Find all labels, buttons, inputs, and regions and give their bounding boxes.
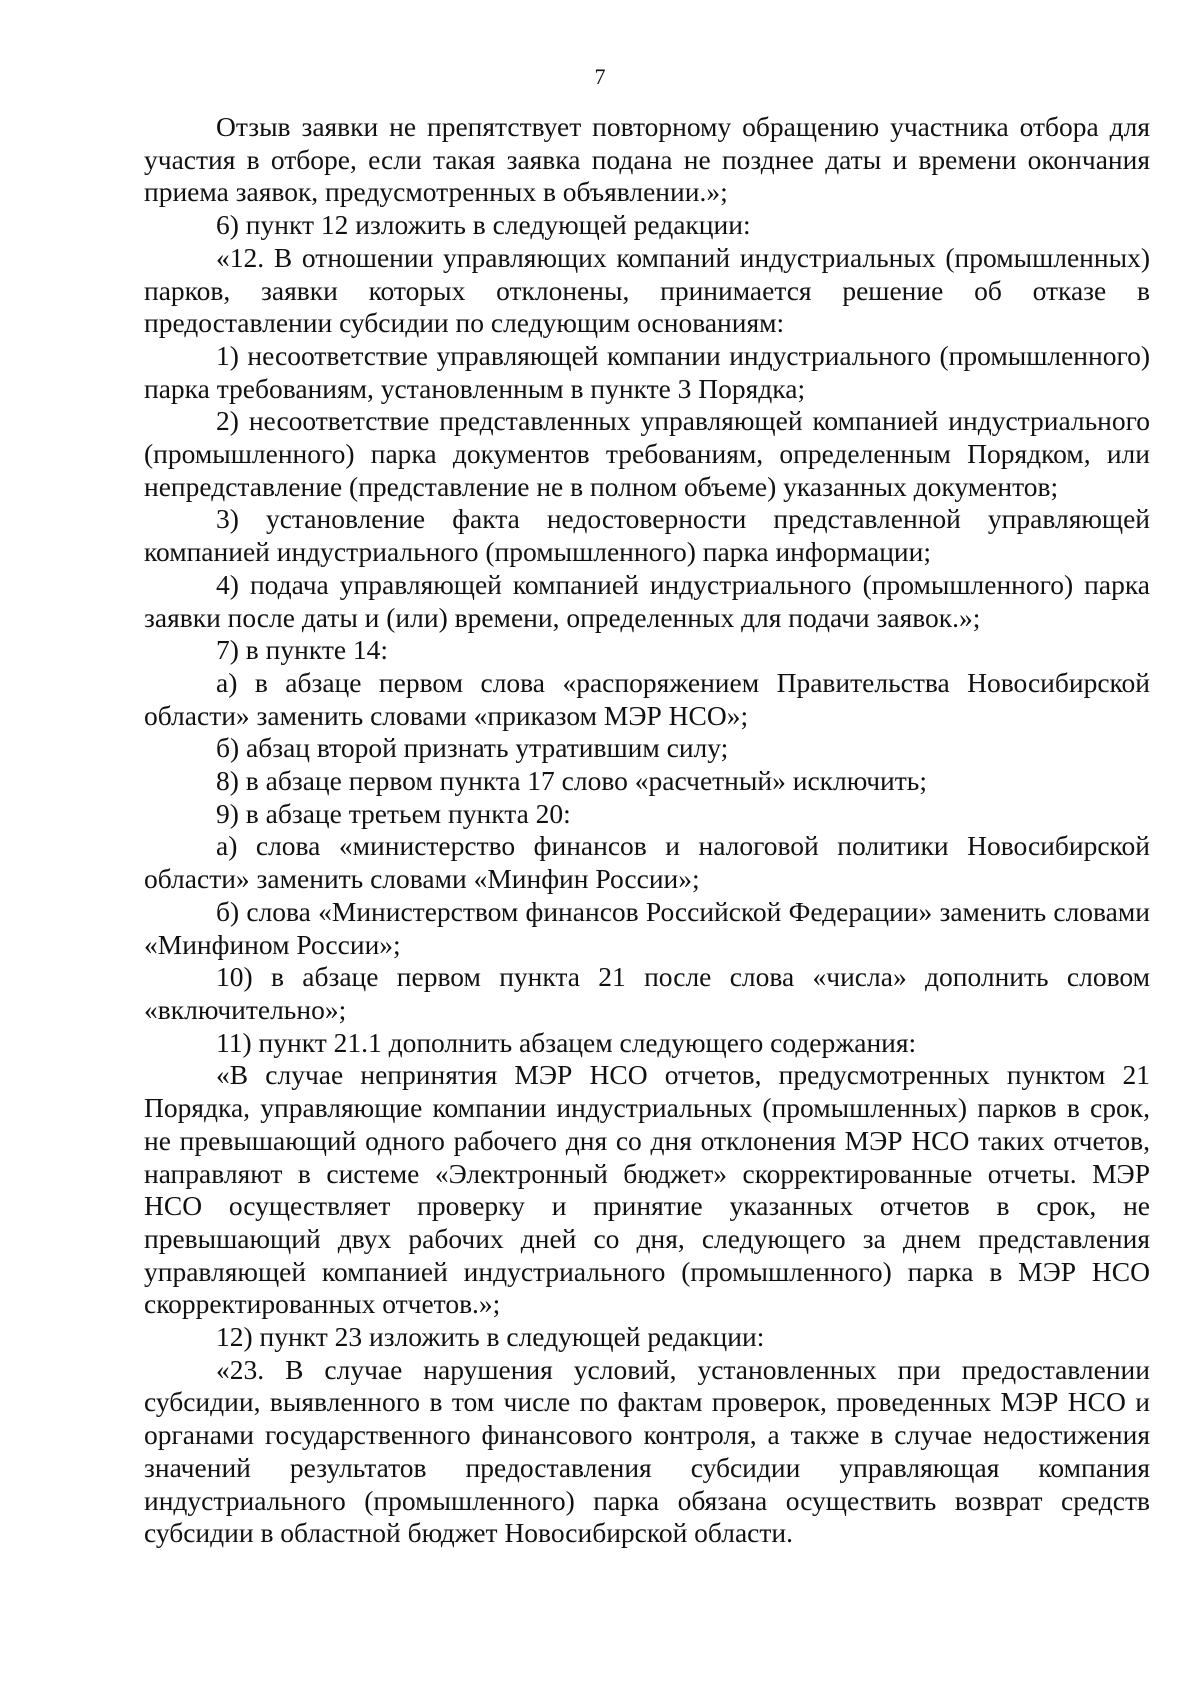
paragraph-point-23: «23. В случае нарушения условий, установленных при предоставлении субсидии, выявленного в том числе по фактам проверок, проведенных МЭР НСО и органами государственного финансового контроля, а также в случае недостижения значений результатов предоставления субсидии управляющая компания индустриального (промышленного) парка обязана осуществить возврат средств субсидии в областной бюджет Новосибирской области. xyxy=(144,1353,1150,1549)
paragraph-ground-4: 4) подача управляющей компанией индустриального (промышленного) парка заявки после даты и (или) времени, определенных для подачи заявок.»; xyxy=(144,568,1150,633)
paragraph-ground-2: 2) несоответствие представленных управляющей компанией индустриального (промышленного) парка документов требованиям, определенным Порядком, или непредставление (представление не в полном объеме) указанных документов; xyxy=(144,405,1150,502)
paragraph-withdrawal: Отзыв заявки не препятствует повторному обращению участника отбора для участия в отборе, если такая заявка подана не позднее даты и времени окончания приема заявок, предусмотренных в объявлении.»; xyxy=(144,111,1150,208)
paragraph-item-12: 12) пункт 23 изложить в следующей редакции: xyxy=(216,1321,765,1353)
paragraph-item-8: 8) в абзаце первом пункта 17 слово «расчетный» исключить; xyxy=(216,765,927,797)
paragraph-item-6: 6) пункт 12 изложить в следующей редакции: xyxy=(216,209,751,241)
paragraph-ground-1: 1) несоответствие управляющей компании индустриального (промышленного) парка требованиям, установленным в пункте 3 Порядка; xyxy=(144,339,1150,404)
paragraph-item-11: 11) пункт 21.1 дополнить абзацем следующего содержания: xyxy=(216,1026,917,1058)
paragraph-item-9b: б) слова «Министерством финансов Российской Федерации» заменить словами «Минфином России»; xyxy=(144,895,1150,960)
document-body xyxy=(144,111,1150,1550)
paragraph-item-10: 10) в абзаце первом пункта 21 после слова «числа» дополнить словом «включительно»; xyxy=(144,961,1150,1025)
paragraph-ground-3: 3) установление факта недостоверности представленной управляющей компанией индустриального (промышленного) парка информации; xyxy=(144,503,1150,568)
paragraph-item-7: 7) в пункте 14: xyxy=(216,634,389,666)
paragraph-point-21-1-addition: «В случае непринятия МЭР НСО отчетов, предусмотренных пунктом 21 Порядка, управляющие компании индустриальных (промышленных) парков в срок, не превышающий одного рабочего дня со дня отклонения МЭР НСО таких отчетов, направляют в системе «Электронный бюджет» скорректированные отчеты. МЭР НСО осуществляет проверку и принятие указанных отчетов в срок, не превышающий двух рабочих дней со дня, следующего за днем представления управляющей компанией индустриального (промышленного) парка в МЭР НСО скорректированных отчетов.»; xyxy=(144,1059,1150,1320)
paragraph-item-7b: б) абзац второй признать утратившим силу; xyxy=(216,732,729,764)
paragraph-item-7a: а) в абзаце первом слова «распоряжением Правительства Новосибирской области» заменить словами «приказом МЭР НСО»; xyxy=(144,666,1150,731)
paragraph-item-9a: а) слова «министерство финансов и налоговой политики Новосибирской области» заменить словами «Минфин России»; xyxy=(144,830,1150,895)
page-number: 7 xyxy=(594,64,606,89)
paragraph-point-12: «12. В отношении управляющих компаний индустриальных (промышленных) парков, заявки которых отклонены, принимается решение об отказе в предоставлении субсидии по следующим основаниям: xyxy=(144,241,1150,339)
paragraph-item-9: 9) в абзаце третьем пункта 20: xyxy=(216,797,571,829)
